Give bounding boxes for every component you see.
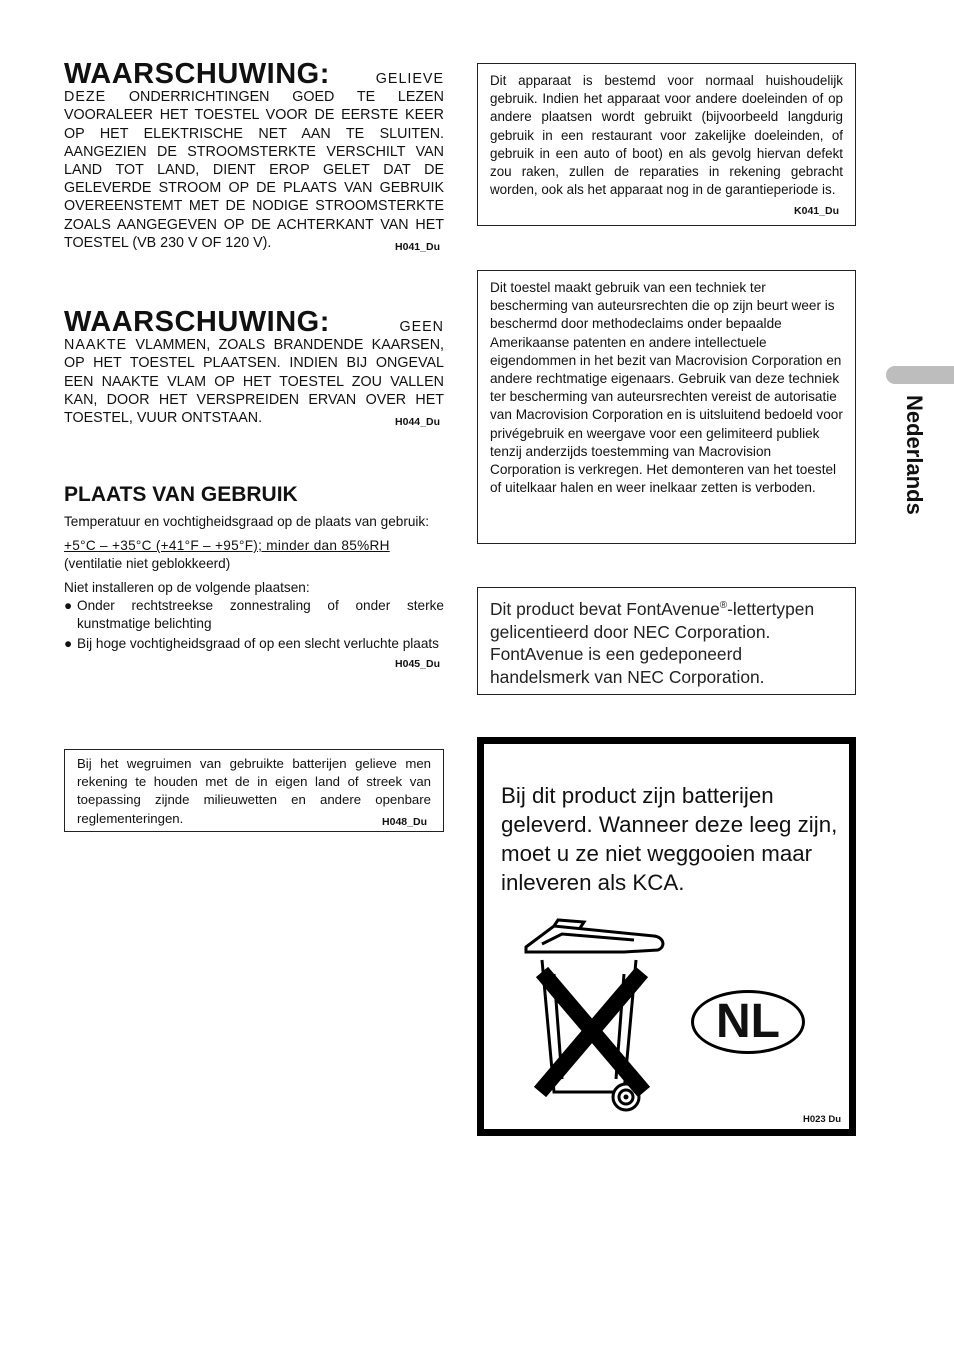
warning-code: H041_Du (395, 240, 440, 253)
warning-text-first: GEEN NAAKTE (64, 319, 444, 354)
list-item: ● Onder rechtstreekse zonnestraling of onder sterke kunstmatige belichting (64, 598, 444, 632)
note-text: Dit apparaat is bestemd voor normaal huishoudelijk gebruik. Indien het apparaat voor andere doeleinden of op andere plaatsen wordt gebruikt (bijvoorbeeld langdurig gebruik in een restaurant voor zakelijke doeleinden, of gebruik in een auto of boot) en als gevolg hiervan defekt zou raken, zullen de reparaties in rekening gebracht worden, ook als het apparaat nog in de garantieperiode is. (490, 73, 843, 198)
kca-battery-box (477, 737, 856, 1136)
side-tab-language (893, 395, 933, 535)
note-code: H048_Du (382, 815, 427, 828)
warning-title: WAARSCHUWING: (64, 58, 330, 90)
warning-text-first: GELIEVE DEZE (64, 71, 444, 106)
note-text: Dit toestel maakt gebruik van een techniek ter bescherming van auteursrechten die op zijn beurt weer is beschermd door methodeclaims onder bepaalde Amerikaanse patenten en andere intellectuele eigendommen in het bezit van Macrovision Corporation en andere rechtmatige eigenaars. Gebruik van deze techniek ter bescherming van auteursrechten vereist de autorisatie van Macrovision Corporation en is uitsluitend bedoeld voor privégebruik en weergave voor een gelimiteerd publiek tenzij anderzijds toestemming van Macrovision Corporation is verkregen. Het demonteren van het toestel of uitelkaar halen en weer inelkaar zetten is verboden. (490, 280, 843, 496)
registered-mark: ® (719, 600, 728, 611)
note-code: K041_Du (794, 205, 839, 218)
crossed-out-bin-icon (514, 914, 674, 1124)
warning-block-mains (64, 60, 444, 256)
language-label: Nederlands (902, 395, 927, 515)
macrovision-note (477, 270, 856, 544)
batteries-disposal-note (64, 749, 444, 832)
warning-text: VLAMMEN, ZOALS BRANDENDE KAARSEN, OP HET TOESTEL PLAATSEN. INDIEN BIJ ONGEVAL EEN NAAKTE VLAM OP HET TOESTEL ZOU VALLEN KAN, DOOR HET VERSPREIDEN ERVAN OVER HET TOESTEL, VUUR ONTSTAAN. (64, 337, 444, 427)
kca-code: H023 Du (802, 1114, 841, 1125)
warning-block-flames (64, 308, 444, 431)
usage-intro: Temperatuur en vochtigheidsgraad op de plaats van gebruik: (64, 514, 429, 529)
household-use-note (477, 63, 856, 226)
nl-label: NL (716, 995, 780, 1048)
usage-range: +5°C – +35°C (+41°F – +95°F); minder dan 85%RH (64, 538, 390, 554)
warning-code: H044_Du (395, 416, 440, 429)
note-text: Bij het wegruimen van gebruikte batterijen gelieve men rekening te houden met de in eigen land of streek van toepassing zijnde milieuwetten en andere openbare reglementeringen. (77, 756, 431, 826)
bullet-icon: ● (64, 598, 73, 614)
warning-text: ONDERRICHTINGEN GOED TE LEZEN VOORALEER HET TOESTEL VOOR DE EERSTE KEER OP HET ELEKTRISCHE NET AAN TE SLUITEN. AANGEZIEN DE STROOMSTERKTE VERSCHILT VAN LAND TOT LAND, DIENT EROP GELET DAT DE GELEVERDE STROOM OP DE PLAATS VAN GEBRUIK OVEREENSTEMT MET DE NODIGE STROOMSTERKTE ZOALS AANGEGEVEN OP DE ACHTERKANT VAN HET TOESTEL (VB 230 V OF 120 V). (64, 89, 444, 251)
note-text-after: -lettertypen gelicentieerd door NEC Corporation. FontAvenue is een gedeponeerd handelsmerk van NEC Corporation. (490, 598, 815, 688)
note-text-before: Dit product bevat FontAvenue (490, 598, 720, 619)
fontavenue-note (477, 587, 856, 695)
warning-title: WAARSCHUWING: (64, 306, 330, 338)
side-tab-marker (886, 366, 954, 384)
usage-not-install: Niet installeren op de volgende plaatsen: (64, 580, 310, 596)
section-heading: PLAATS VAN GEBRUIK (64, 483, 298, 506)
usage-code: H045_Du (395, 657, 440, 670)
list-item: ● Bij hoge vochtigheidsgraad of op een slecht verluchte plaats H045_Du (64, 635, 444, 653)
nl-country-badge (691, 990, 805, 1054)
kca-text: Bij dit product zijn batterijen geleverd. Wanneer deze leeg zijn, moet u ze niet weggooien maar inleveren als KCA. (501, 783, 838, 895)
usage-location-section (64, 483, 444, 673)
usage-ventilation: (ventilatie niet geblokkeerd) (64, 556, 231, 572)
bullet-icon: ● (64, 635, 73, 651)
